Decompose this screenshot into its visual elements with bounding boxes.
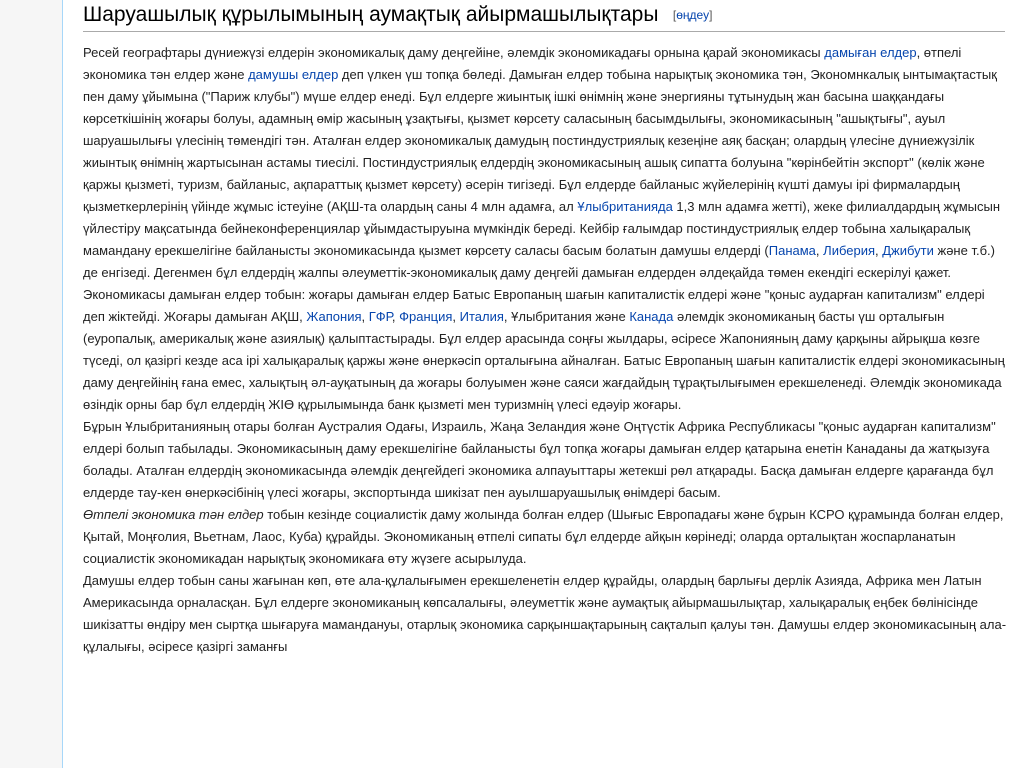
wiki-link[interactable]: Канада <box>629 309 674 324</box>
text-run: және т.б.) де енгізеді. Дегенмен бұл елдердің жалпы әлеуметтік-экономикалық даму деңгейі дамыған елдерден әлдеқайда төмен екендігі ескерілуі қажет. <box>83 243 995 280</box>
text-run: , <box>452 309 460 324</box>
text-run: , <box>361 309 369 324</box>
wiki-link[interactable]: ГФР <box>368 309 392 324</box>
text-run: , <box>875 243 883 258</box>
edit-section: [өңдеу] <box>672 8 713 22</box>
text-run: , Ұлыбритания және <box>503 309 630 324</box>
wiki-link[interactable]: Жапония <box>306 309 362 324</box>
paragraph <box>83 284 1008 416</box>
text-run: , <box>391 309 400 324</box>
section-title: Шаруашылық құрылымының аумақтық айырмашылықтары <box>83 3 659 26</box>
text-run: Экономикасы дамыған елдер тобын: жоғары дамыған елдер Батыс Европаның шағын капиталистік елдері және "қоныс аударған капитализм" елдері деп жіктейді. Жоғары дамыған АҚШ, <box>83 287 985 324</box>
paragraph <box>83 42 1008 284</box>
text-run: Бұрын Ұлыбританияның отары болған Аустралия Одағы, Израиль, Жаңа Зеландия және Оңтүстік Африка Республикасы "қоныс аударған капитализм" елдері болып табылады. Экономикасының даму ерекшелігіне байланысты бұл топқа жоғары дамыған елдер қатарына енетін Канаданы да жатқызуға болады. Аталған елдердің экономикасында әлемдік деңгейдегі экономика алпауыттары жетекші рөл атқарады. Басқа дамыған елдерге қарағанда бұл елдерде тау-кен өнеркәсібінің үлесі жоғары, экспортында шикізат пен ауылшаруашылық өнімдері басым. <box>83 419 996 500</box>
text-run: Ресей географтары дүниежүзі елдерін экономикалық даму деңгейіне, әлемдік экономикадағы орнына қарай экономикасы <box>83 45 825 60</box>
text-run: 1,3 млн адамға жетті), жеке филиалдардың жұмысын үйлестіру мақсатында бейнеконференциялар ұйымдастыруына мүмкіндік береді. Кейбір ғалымдар постиндустриялық елдер тобына халықаралық мамандану ерекшелігіне байланысты экономикасында қызмет көрсету саласы басым болатын дамушы елдерді ( <box>83 199 1001 258</box>
paragraph <box>83 504 1008 570</box>
paragraph <box>83 570 1008 658</box>
text-run: деп үлкен үш топқа бөледі. Дамыған елдер тобына нарықтық экономика тән, Экономнкалық ынтымақтастық пен даму ұйымына ("Париж клубы") мүше елдер енеді. Бұл елдерге жиынтық ішкі өнімнің және энергияны тұтынудың жан басына шаққандағы көрсеткішінің жоғары болуы, адамның өмір жасының ұзақтығы, қызмет көрсету саласының басымдылығы, экономикасының "ашықтығы", ауыл шаруашылығы үлесінің төмендігі тән. Аталған елдер экономикалық дамудың постиндустриялық кезеңіне аяқ басқан; олардың үлесіне дүниежүзілік жиынтық өнімнің жартысынан астамы тиесілі. Постиндустриялық елдердің экономикасының ашық сипатта болуына "көрінбейтін экспорт" (көлік және қаржы қызметі, туризм, байланыс, ақпараттық қызмет көрсету) әсерін тигізеді. Бұл елдерде байланыс жүйелерінің күшті дамуы ірі фирмалардың қызметкерлерінің үйінде жұмыс істеуіне (АҚШ-та олардың саны 4 млн адамға, ал <box>83 67 997 214</box>
wiki-link[interactable]: Ұлыбританияда <box>577 199 673 214</box>
paragraph <box>83 416 1008 504</box>
wiki-link[interactable]: Либерия <box>823 243 876 258</box>
text-run: , өтпелі экономика тән елдер және <box>83 45 962 82</box>
text-run: Дамушы елдер тобын саны жағынан көп, өте ала-құлалығымен ерекшеленетін елдер құрайды, олардың барлығы дерлік Азияда, Африка мен Латын Америкасында орналасқан. Бұл елдерге экономиканың көпсалалығы, әлеуметтік және аумақтық айырмашылықтар, халықаралық еңбек бөлінісінде шикізатты өндіру мен сыртқа шығаруға мамандануы, отарлық экономика сарқыншақтарының сақталып қалуы тән. Дамушы елдер экономикасының ала-құлалығы, әсіресе қазіргі заманғы <box>83 573 1007 654</box>
edit-section-link[interactable]: өңдеу <box>676 8 710 22</box>
wiki-link[interactable]: дамыған елдер <box>824 45 917 60</box>
italic-text: Өтпелі экономика тән елдер <box>83 507 264 522</box>
text-run: әлемдік экономиканың басты үш орталығын (еуропалық, америкалық және азиялық) қалыптастырады. Бұл елдер арасында соңғы жылдары, әсіресе Жапонияның даму қарқыны айрықша көзге түседі, ол қазіргі кезде аса ірі халықаралық қаржы және өнеркәсіп орталығына айналған. Батыс Европаның шағын капиталистік елдері экономикасының даму деңгейінің ғана емес, халықтың әл-ауқатының да жоғары болуымен және саяси жағдайдың тұрақтылығымен ерекшеленеді. Әлемдік экономикада өзіндік орны бар бұл елдердің ЖІӨ құрылымында банк қызметі мен туризмнің үлесі едәуір жоғары. <box>83 309 1005 412</box>
article-body <box>83 42 1008 658</box>
left-sidebar <box>0 0 62 768</box>
text-run: тобын кезінде социалистік даму жолында болған елдер (Шығыс Европадағы және бұрын КСРО құрамында болған елдер, Қытай, Моңғолия, Вьетнам, Лаос, Куба) құрайды. Экономиканың өтпелі сипаты бұл елдерде айқын көрінеді; оларда орталықтан жоспарланатын социалистік экономикадан нарықтық экономикаға өту жүзеге асырылуда. <box>83 507 1004 566</box>
wiki-link[interactable]: Джибути <box>882 243 934 258</box>
wiki-link[interactable]: дамушы елдер <box>248 67 339 82</box>
wiki-link[interactable]: Панама <box>768 243 816 258</box>
text-run: , <box>815 243 824 258</box>
article-content <box>62 0 1024 768</box>
wiki-link[interactable]: Италия <box>459 309 504 324</box>
section-heading <box>83 0 1005 32</box>
wiki-link[interactable]: Франция <box>399 309 453 324</box>
